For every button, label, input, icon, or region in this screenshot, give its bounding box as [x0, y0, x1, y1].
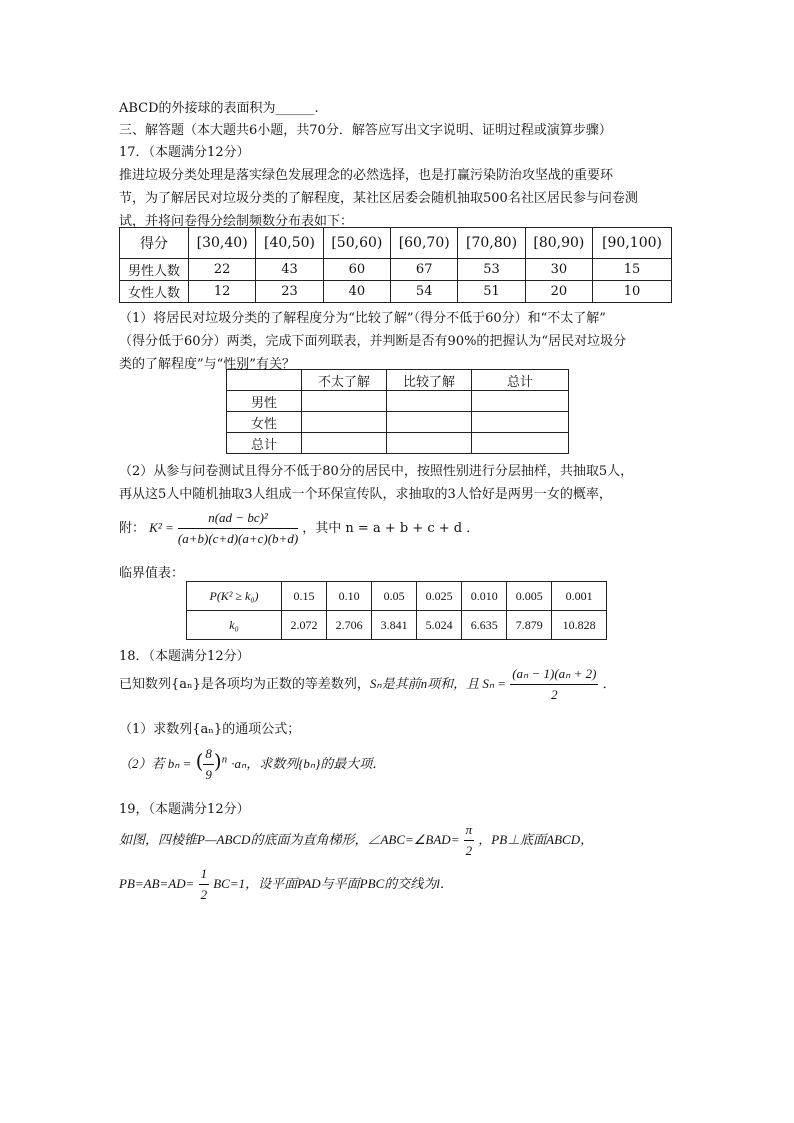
table-cell: 0.005 — [507, 582, 552, 611]
table-header-cell: 不太了解 — [302, 370, 387, 391]
table-cell: 5.024 — [417, 611, 462, 640]
table-cell: 6.635 — [462, 611, 507, 640]
q18-part2: （2）若 bₙ = ( $\frac{8}{9}$ )$^n$ ·aₙ，求数列{bₙ}的最大项． — [119, 746, 386, 782]
table-row — [187, 611, 607, 640]
table-cell: 10.828 — [552, 611, 607, 640]
table-cell — [472, 412, 569, 433]
table-cell: 22 — [189, 259, 256, 281]
ratio-denominator: 9 — [205, 767, 212, 782]
q17-text-3: 试，并将问卷得分绘制频数分布表如下： — [119, 214, 354, 229]
table-header-cell: 总计 — [472, 370, 569, 391]
angle-numerator: π — [464, 822, 475, 841]
table-cell: 43 — [256, 259, 323, 281]
chi-square-formula — [119, 510, 479, 547]
q19-line2-a: PB=AB=AD= — [119, 876, 195, 891]
table-header-cell: 得分 — [120, 228, 189, 259]
q18-part1: （1）求数列{aₙ}的通项公式； — [119, 722, 301, 737]
table-header-cell: [90,100) — [593, 228, 672, 259]
table-cell: 7.879 — [507, 611, 552, 640]
answer-blank-line: ABCD的外接球的表面积为______. — [119, 101, 319, 116]
q17-part2-2: 再从这5人中随机抽取3人组成一个环保宣传队，求抽取的3人恰好是两男一女的概率， — [119, 487, 612, 502]
table-cell: 0.10 — [327, 582, 372, 611]
table-cell — [302, 433, 387, 454]
q18-part2-a: （2）若 bₙ = — [119, 756, 192, 771]
table-header-cell — [227, 370, 302, 391]
q17-part1-1: （1）将居民对垃圾分类的了解程度分为“比较了解”（得分不低于60分）和“不太了解” — [119, 311, 606, 326]
table-cell: 51 — [458, 281, 525, 303]
table-row — [227, 412, 569, 433]
q18-stem: 已知数列{aₙ}是各项均为正数的等差数列，Sₙ是其前n项和，且 Sₙ = $\frac{\text{(aₙ − 1)(aₙ + 2)}}{2}$ ． — [119, 666, 616, 702]
table-cell: 0.001 — [552, 582, 607, 611]
row-label: 女性人数 — [120, 281, 189, 303]
angle-denominator: 2 — [465, 843, 473, 858]
table-cell: 60 — [323, 259, 390, 281]
formula-suffix: ，其中 n = a + b + c + d ． — [302, 521, 480, 536]
formula-denominator: (a+b)(c+d)(a+c)(b+d) — [177, 531, 299, 546]
table-header-cell: [60,70) — [391, 228, 458, 259]
ratio-fraction — [203, 746, 214, 783]
table-cell: 54 — [391, 281, 458, 303]
table-cell: 0.025 — [417, 582, 462, 611]
table-cell: 15 — [593, 259, 672, 281]
table-cell: 20 — [525, 281, 592, 303]
q18-stem-a: 已知数列{aₙ}是各项均为正数的等差数列， — [119, 677, 370, 692]
row-label: 男性 — [227, 391, 302, 412]
sn-numerator: (aₙ − 1)(aₙ + 2) — [510, 666, 598, 685]
table-header-cell: [70,80) — [458, 228, 525, 259]
table-header-cell: [80,90) — [525, 228, 592, 259]
formula-lhs: K² = — [149, 520, 174, 535]
table-header-cell: [40,50) — [256, 228, 323, 259]
q17-part1-2: （得分低于60分）两类，完成下面列联表，并判断是否有90%的把握认为“居民对垃圾分 — [119, 334, 627, 349]
table-cell — [387, 412, 472, 433]
row-label: 男性人数 — [120, 259, 189, 281]
table-cell — [472, 433, 569, 454]
table-row — [227, 391, 569, 412]
angle-fraction — [464, 822, 475, 859]
critical-label: 临界值表： — [119, 566, 185, 581]
table-cell: 2.706 — [327, 611, 372, 640]
table-header-cell: [50,60) — [323, 228, 390, 259]
table-header-cell: 比较了解 — [387, 370, 472, 391]
formula-numerator: n(ad − bc)² — [178, 510, 298, 529]
half-numerator: 1 — [199, 866, 210, 885]
half-fraction — [199, 866, 210, 903]
sn-fraction — [510, 666, 598, 703]
q19-line1-b: ，PB⊥底面ABCD， — [478, 832, 594, 847]
row-label: k₀ — [187, 611, 282, 640]
q19-line2 — [119, 866, 453, 903]
table-cell: 0.05 — [372, 582, 417, 611]
table-cell — [387, 391, 472, 412]
row-label: P(K² ≥ k₀) — [187, 582, 282, 611]
half-denominator: 2 — [200, 887, 208, 902]
row-label: 总计 — [227, 433, 302, 454]
q18-part2-b: ·aₙ，求数列{bₙ}的最大项． — [231, 756, 386, 771]
formula-fraction — [178, 510, 298, 547]
table-cell: 3.841 — [372, 611, 417, 640]
table-cell: 23 — [256, 281, 323, 303]
row-label: 女性 — [227, 412, 302, 433]
sn-denominator: 2 — [551, 687, 558, 702]
table-cell — [302, 391, 387, 412]
table-row — [120, 281, 672, 303]
table-cell: 0.010 — [462, 582, 507, 611]
q19-line2-b: BC=1，设平面PAD与平面PBC的交线为l． — [213, 876, 453, 891]
table-cell — [472, 391, 569, 412]
table-cell: 53 — [458, 259, 525, 281]
table-cell: 10 — [593, 281, 672, 303]
q17-part1-3: 类的了解程度”与“性别”有关？ — [119, 357, 295, 372]
frequency-table — [119, 227, 672, 303]
table-cell: 30 — [525, 259, 592, 281]
q17-text-1: 推进垃圾分类处理是落实绿色发展理念的必然选择，也是打赢污染防治攻坚战的重要环 — [119, 168, 614, 183]
formula-prefix: 附： — [119, 521, 146, 536]
contingency-table — [226, 369, 569, 454]
q17-header: 17．（本题满分12分） — [119, 145, 250, 160]
table-cell: 2.072 — [282, 611, 327, 640]
table-cell — [387, 433, 472, 454]
q19-line1 — [119, 822, 593, 859]
table-cell: 40 — [323, 281, 390, 303]
table-cell: 67 — [391, 259, 458, 281]
table-cell: 12 — [189, 281, 256, 303]
ratio-numerator: 8 — [203, 746, 214, 765]
q18-header: 18．（本题满分12分） — [119, 649, 250, 664]
q17-part2-1: （2）从参与问卷测试且得分不低于80分的居民中，按照性别进行分层抽样，共抽取5人， — [119, 464, 634, 479]
table-row — [227, 433, 569, 454]
table-cell — [302, 412, 387, 433]
q19-line1-a: 如图，四棱锥P—ABCD的底面为直角梯形，∠ABC=∠BAD= — [119, 832, 460, 847]
q17-text-2: 节，为了解居民对垃圾分类的了解程度，某社区居委会随机抽取500名社区居民参与问卷测 — [119, 191, 638, 206]
section-heading: 三、解答题（本大题共6小题，共70分．解答应写出文字说明、证明过程或演算步骤） — [119, 123, 612, 138]
q19-header: 19，（本题满分12分） — [119, 802, 250, 817]
table-row — [187, 582, 607, 611]
critical-value-table — [186, 581, 607, 640]
table-header-cell: [30,40) — [189, 228, 256, 259]
table-row — [120, 259, 672, 281]
table-cell: 0.15 — [282, 582, 327, 611]
q18-stem-b: Sₙ是其前n项和，且 Sₙ = — [369, 676, 507, 691]
